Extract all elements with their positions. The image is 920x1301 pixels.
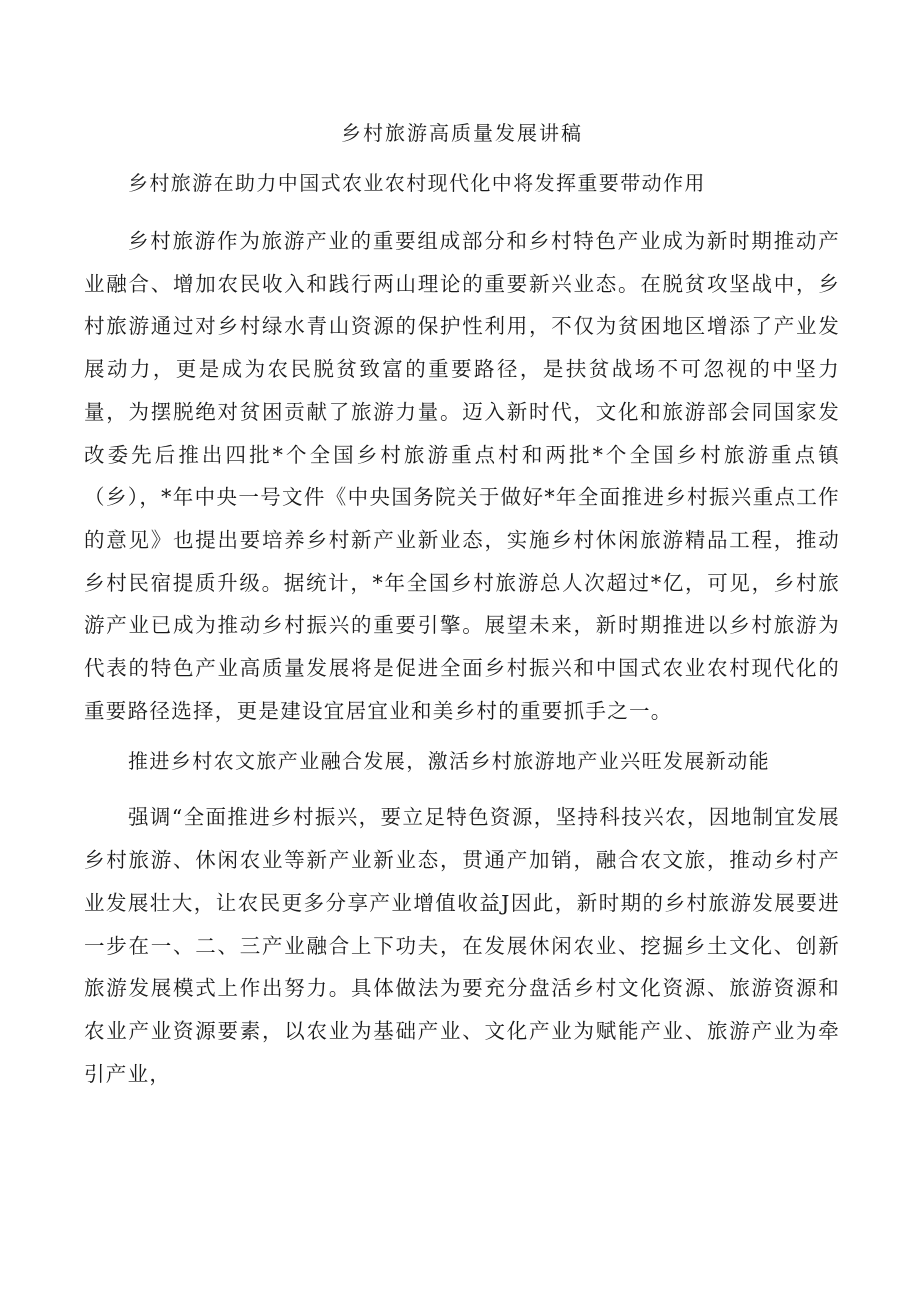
body-paragraph-2: 强调“全面推进乡村振兴，要立足特色资源，坚持科技兴农，因地制宜发展乡村旅游、休闲农业等新产业新业态，贯通产加销，融合农文旅，推动乡村产业发展壮大，让农民更多分享产业增值收益J因此，新时期的乡村旅游发展要进一步在一、二、三产业融合上下功夫，在发展休闲农业、挖掘乡土文化、创新旅游发展模式上作出努力。具体做法为要充分盘活乡村文化资源、旅游资源和农业产业资源要素，以农业为基础产业、文化产业为赋能产业、旅游产业为牵引产业， <box>84 805 840 1086</box>
document-page <box>84 118 840 1109</box>
body-paragraph-1: 乡村旅游作为旅游产业的重要组成部分和乡村特色产业成为新时期推动产业融合、增加农民收入和践行两山理论的重要新兴业态。在脱贫攻坚战中，乡村旅游通过对乡村绿水青山资源的保护性利用，不仅为贫困地区增添了产业发展动力，更是成为农民脱贫致富的重要路径，是扶贫战场不可忽视的中坚力量，为摆脱绝对贫困贡献了旅游力量。迈入新时代，文化和旅游部会同国家发改委先后推出四批*个全国乡村旅游重点村和两批*个全国乡村旅游重点镇（乡），*年中央一号文件《中央国务院关于做好*年全面推进乡村振兴重点工作的意见》也提出要培养乡村新产业新业态，实施乡村休闲旅游精品工程，推动乡村民宿提质升级。据统计，*年全国乡村旅游总人次超过*亿，可见，乡村旅游产业已成为推动乡村振兴的重要引擎。展望未来，新时期推进以乡村旅游为代表的特色产业高质量发展将是促进全面乡村振兴和中国式农业农村现代化的重要路径选择，更是建设宜居宜业和美乡村的重要抓手之一。 <box>84 229 840 723</box>
section-heading: 推进乡村农文旅产业融合发展，激活乡村旅游地产业兴旺发展新动能 <box>128 749 770 774</box>
document-title: 乡村旅游高质量发展讲稿 <box>341 121 583 145</box>
document-subtitle: 乡村旅游在助力中国式农业农村现代化中将发挥重要带动作用 <box>128 171 706 195</box>
